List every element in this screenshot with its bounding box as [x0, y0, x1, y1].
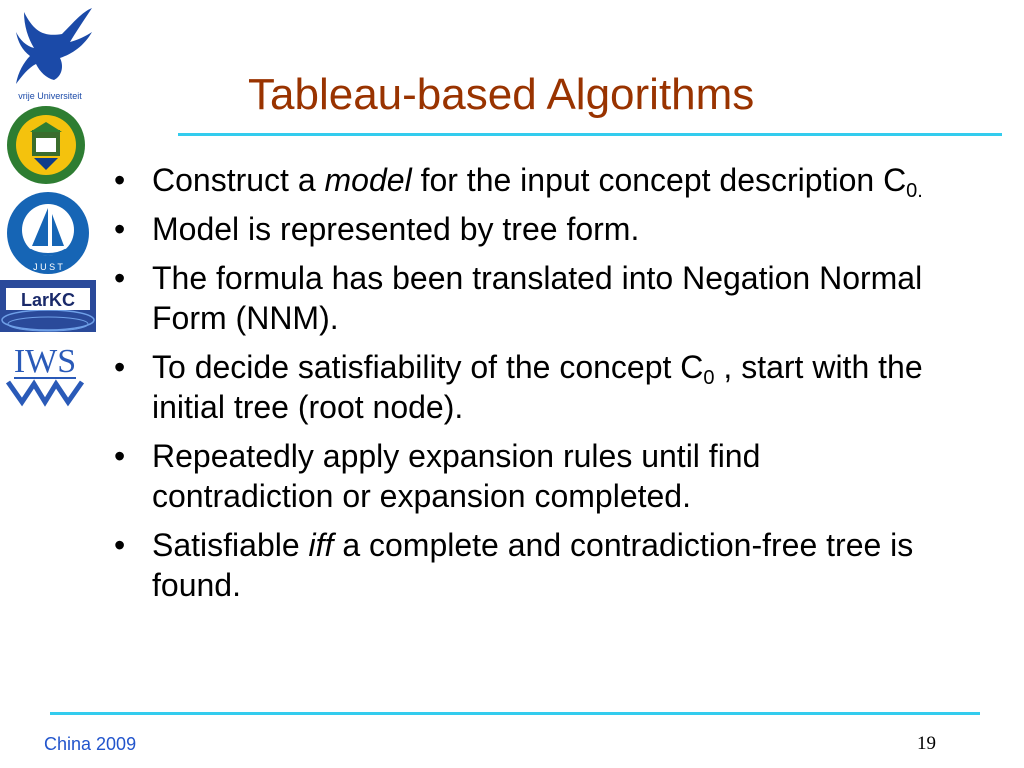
bullet-text: To decide satisfiability of the concept C [152, 349, 704, 385]
vu-griffin-logo [4, 2, 96, 102]
bullet-item [112, 525, 932, 605]
bullet-subscript: 0. [906, 180, 923, 202]
bullet-marker: • [114, 438, 126, 474]
bullet-text: Satisfiable [152, 527, 309, 563]
bullet-text: , start with the initial tree (root node). [152, 349, 923, 425]
bullet-item [112, 209, 932, 249]
bullet-text: Model is represented by tree form. [152, 211, 640, 247]
just-logo-text: J U S T [33, 262, 63, 272]
bullet-marker: • [114, 260, 126, 296]
vu-logo-text: vrije Universiteit [18, 91, 82, 101]
bullet-marker: • [114, 349, 126, 385]
title-divider [178, 133, 1002, 136]
bullet-emphasis: iff [308, 527, 334, 563]
bullet-emphasis: model [324, 162, 412, 198]
footer-label: China 2009 [44, 734, 137, 754]
iws-logo [0, 338, 90, 408]
page-number: 19 [917, 733, 936, 754]
southeast-university-seal [2, 104, 90, 186]
just-university-logo [6, 190, 90, 276]
bullet-subscript: 0 [703, 367, 715, 389]
iws-logo-text: IWS [13, 343, 77, 380]
bullet-marker: • [114, 162, 126, 198]
bullet-item [112, 436, 932, 516]
bullet-marker: • [114, 211, 126, 247]
bullet-list [112, 160, 932, 614]
bullet-item [112, 258, 932, 338]
bullet-marker: • [114, 527, 126, 563]
bullet-text: a complete and contradiction-free tree is found. [152, 527, 914, 603]
bullet-item [112, 347, 932, 427]
larkc-logo-text: LarKC [20, 290, 76, 310]
bullet-text: Construct a [152, 162, 325, 198]
logo-column [0, 0, 100, 420]
larkc-logo [0, 280, 96, 332]
bullet-item [112, 160, 932, 200]
bullet-text: Repeatedly apply expansion rules until find contradiction or expansion completed. [152, 438, 761, 514]
bullet-text: The formula has been translated into Negation Normal Form (NNM). [152, 260, 923, 336]
bullet-text: for the input concept description C [411, 162, 907, 198]
slide-title: Tableau-based Algorithms [248, 70, 755, 119]
footer-divider [50, 712, 980, 715]
